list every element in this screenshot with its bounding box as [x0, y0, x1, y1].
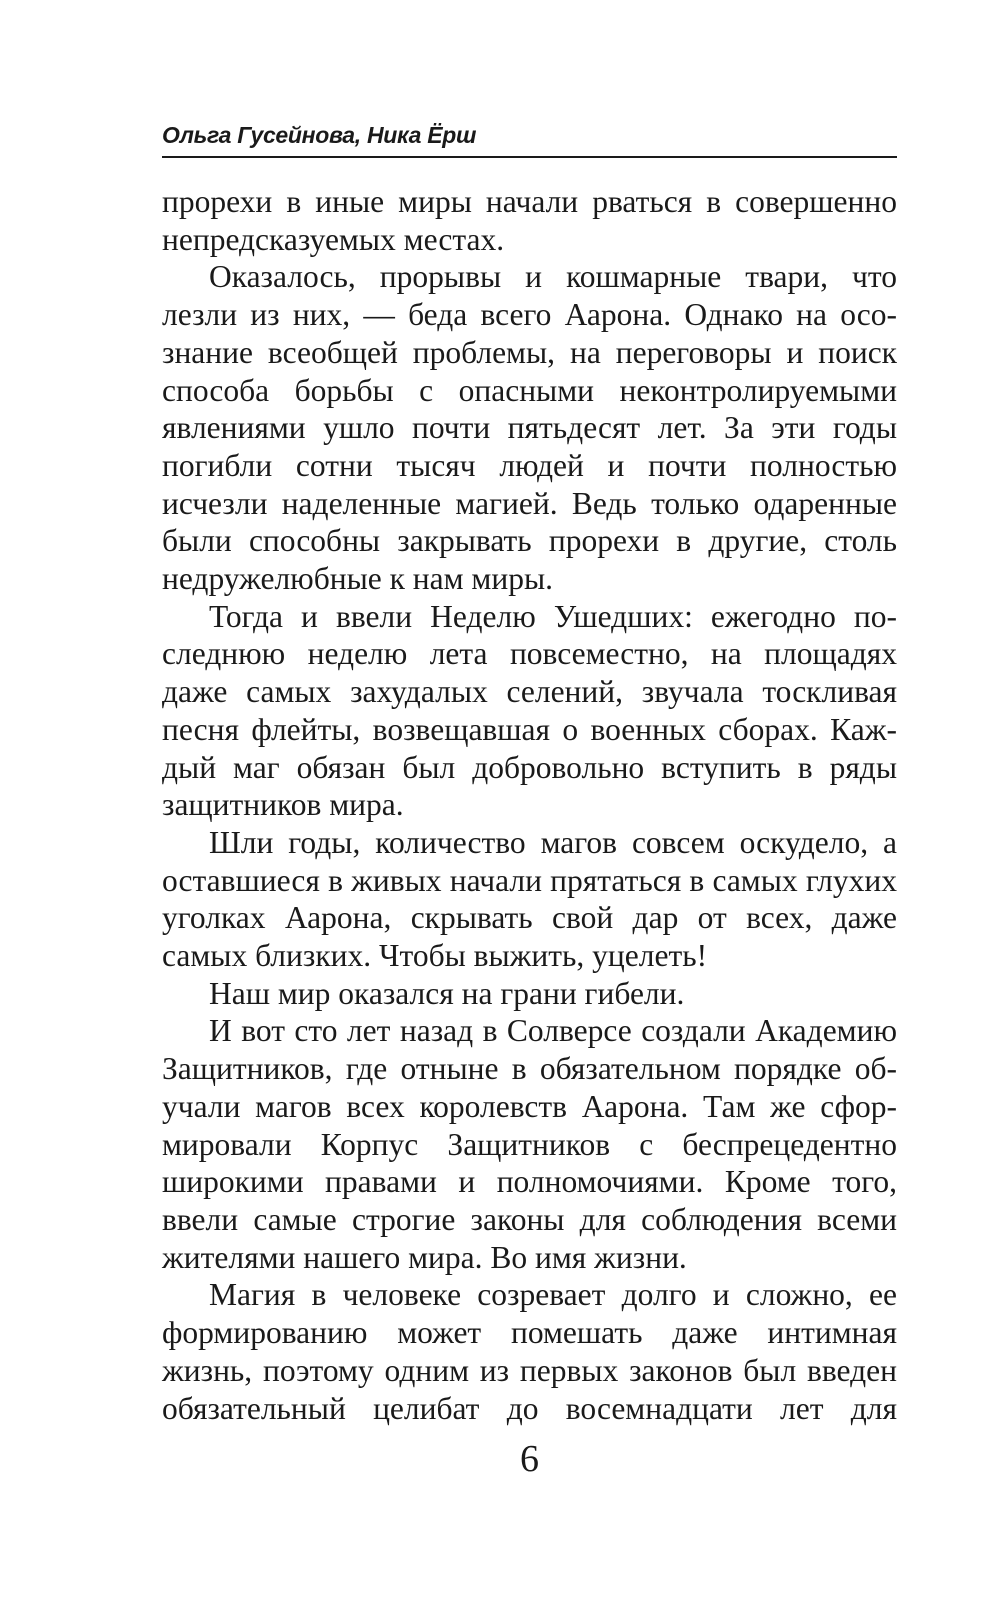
paragraph-4: Шли годы, количество магов совсем оскудело, а оставшиеся в живых начали прятаться в самых глухих уголках Аарона, скрывать свой дар от всех, даже самых близких. Чтобы выжить, уцелеть!: [162, 824, 897, 974]
paragraph-1: прорехи в иные миры начали рваться в совершенно непредсказуемых местах.: [162, 184, 897, 257]
page-body: [162, 183, 897, 1427]
header-divider: [162, 156, 897, 158]
paragraph-2: Оказалось, прорывы и кошмарные твари, что лезли из них, — беда всего Аарона. Однако на осознание всеобщей проблемы, на переговоры и поиск способа борьбы с опасными неконтролируемыми явлениями ушло почти пятьдесят лет. За эти годы погибли сотни тысяч людей и почти полностью исчезли наделенные магией. Ведь только одаренные были способны закрывать прорехи в другие, столь недружелюбные к нам миры.: [162, 259, 897, 597]
paragraph-5: Наш мир оказался на грани гибели.: [209, 975, 685, 1011]
running-head-authors: Ольга Гусейнова, Ника Ёрш: [162, 122, 477, 148]
paragraph-6: И вот сто лет назад в Солверсе создали Академию Защитников, где отныне в обязательном порядке обучали магов всех королевств Аарона. Там же сформировали Корпус Защитников с беспрецедентно широкими правами и полномочиями. Кроме того, ввели самые строгие законы для соблюдения всеми жителями нашего мира. Во имя жизни.: [162, 1013, 897, 1275]
paragraph-7: Магия в человеке созревает долго и сложно, ее формированию может помешать даже интимная жизнь, поэтому одним из первых законов был введен обязательный целибат до восемнадцати лет для: [162, 1277, 897, 1426]
page-number: 6: [520, 1438, 539, 1480]
paragraph-3: Тогда и ввели Неделю Ушедших: ежегодно последнюю неделю лета повсеместно, на площадях даже самых захудалых селений, звучала тоскливая песня флейты, возвещавшая о военных сборах. Каждый маг обязан был добровольно вступить в ряды защитников мира.: [162, 598, 897, 823]
